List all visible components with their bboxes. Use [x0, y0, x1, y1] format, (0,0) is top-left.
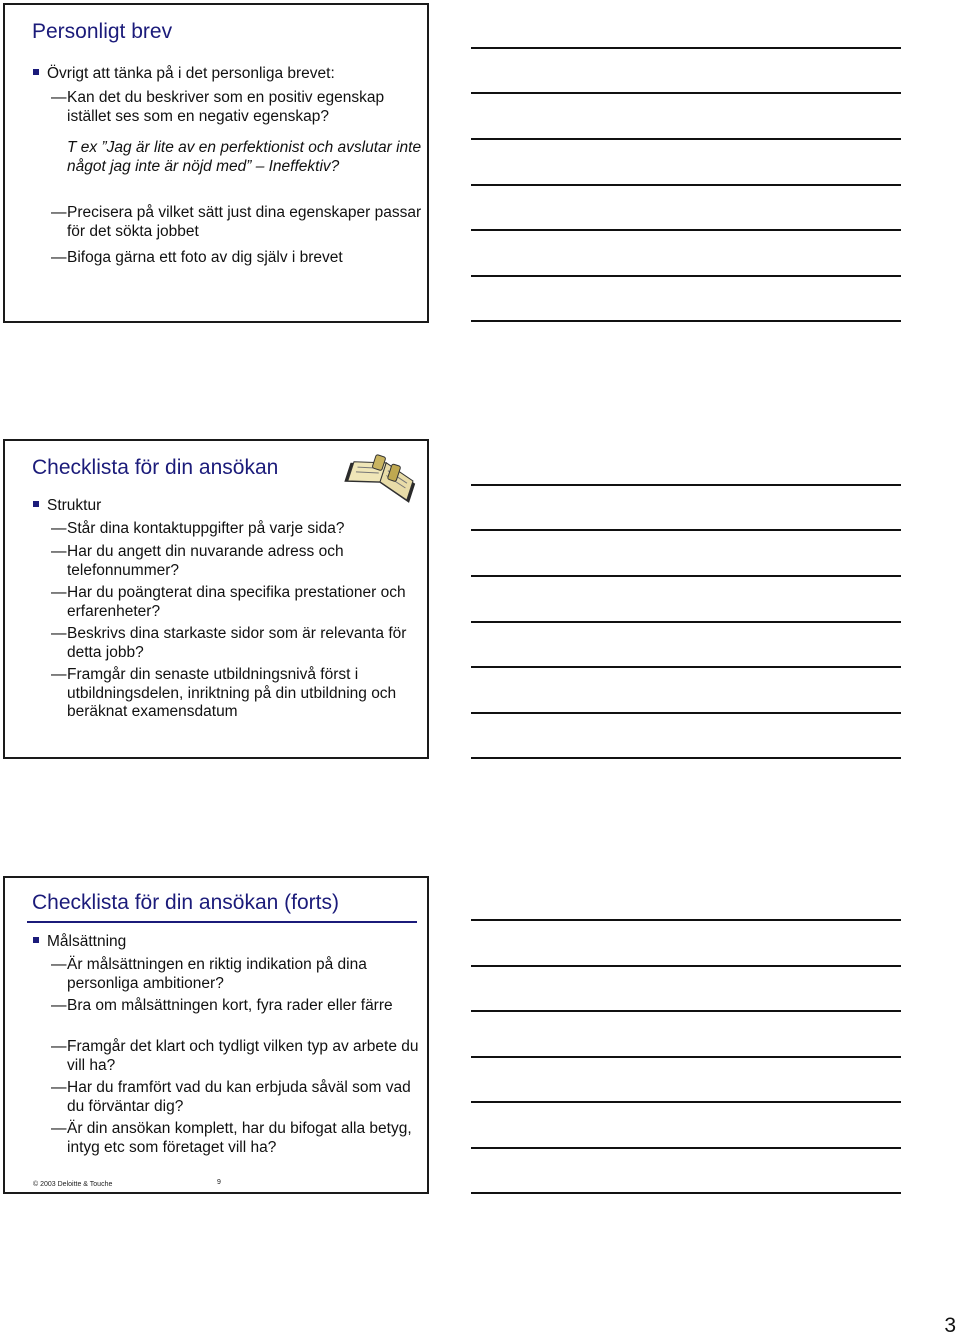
bullet-label: Övrigt att tänka på i det personliga brevet: — [47, 65, 335, 82]
bullet-label: Målsättning — [47, 933, 127, 950]
dash-icon: — — [51, 584, 67, 601]
slide-personligt-brev — [3, 3, 429, 323]
dash-icon: — — [51, 520, 67, 537]
sub-item: — Är målsättningen en riktig indikation på dina personliga ambitioner? — [51, 956, 367, 992]
note-line — [471, 1101, 901, 1103]
dash-icon: — — [51, 997, 67, 1014]
sub-item: — Kan det du beskriver som en positiv egenskap istället ses som en negativ egenskap? — [51, 89, 385, 125]
note-line — [471, 757, 901, 759]
dash-icon: — — [51, 666, 67, 683]
note-line — [471, 1056, 901, 1058]
title-underline — [27, 921, 417, 923]
square-bullet-icon — [33, 69, 39, 75]
note-line — [471, 92, 901, 94]
bullet-item — [33, 933, 126, 951]
bullet-label: Struktur — [47, 497, 102, 514]
dash-icon: — — [51, 625, 67, 642]
dash-icon: — — [51, 956, 67, 973]
note-line — [471, 275, 901, 277]
note-line — [471, 1147, 901, 1149]
dash-icon: — — [51, 1038, 67, 1055]
note-line — [471, 47, 901, 49]
note-line — [471, 965, 901, 967]
sub-item: — Beskrivs dina starkaste sidor som är relevanta för detta jobb? — [51, 625, 407, 661]
note-line — [471, 184, 901, 186]
sub-item-italic: T ex ”Jag är lite av en perfektionist och avslutar inte något jag inte är nöjd med” – Ineffektiv? — [67, 139, 422, 175]
sub-item: — Har du framfört vad du kan erbjuda såväl som vad du förväntar dig? — [51, 1079, 411, 1115]
sub-item: — Framgår din senaste utbildningsnivå först i utbildningsdelen, inriktning på din utbildning och beräknat examensdatum — [51, 666, 397, 720]
note-line — [471, 138, 901, 140]
bullet-item — [33, 497, 101, 515]
dash-icon: — — [51, 543, 67, 560]
slide-title: Personligt brev — [32, 20, 173, 43]
dash-icon: — — [51, 89, 67, 106]
note-line — [471, 229, 901, 231]
note-line — [471, 666, 901, 668]
note-line — [471, 919, 901, 921]
sub-item: — Precisera på vilket sätt just dina egenskaper passar för det sökta jobbet — [51, 204, 422, 240]
dash-icon: — — [51, 1120, 67, 1137]
note-line — [471, 529, 901, 531]
note-line — [471, 1010, 901, 1012]
slide-checklista — [3, 439, 429, 759]
note-line — [471, 484, 901, 486]
sub-item: — Står dina kontaktuppgifter på varje sida? — [51, 520, 345, 537]
bullet-item — [33, 65, 335, 83]
sub-item: — Är din ansökan komplett, har du bifogat alla betyg, intyg etc som företaget vill ha? — [51, 1120, 412, 1156]
sub-item: — Bifoga gärna ett foto av dig själv i brevet — [51, 249, 343, 266]
sub-item: — Framgår det klart och tydligt vilken typ av arbete du vill ha? — [51, 1038, 419, 1074]
square-bullet-icon — [33, 937, 39, 943]
note-line — [471, 712, 901, 714]
sub-item: — Har du poängterat dina specifika prestationer och erfarenheter? — [51, 584, 406, 620]
square-bullet-icon — [33, 501, 39, 507]
sub-item: — Har du angett din nuvarande adress och telefonnummer? — [51, 543, 344, 579]
slide-title: Checklista för din ansökan — [32, 456, 279, 479]
book-icon — [341, 449, 421, 509]
slide-checklista-forts — [3, 876, 429, 1194]
note-line — [471, 320, 901, 322]
dash-icon: — — [51, 1079, 67, 1096]
slide-title: Checklista för din ansökan (forts) — [32, 891, 339, 914]
sub-item: — Bra om målsättningen kort, fyra rader eller färre — [51, 997, 393, 1014]
copyright-footer: © 2003 Deloitte & Touche — [33, 1181, 113, 1188]
note-line — [471, 1192, 901, 1194]
dash-icon: — — [51, 249, 67, 266]
dash-icon: — — [51, 204, 67, 221]
page-number: 3 — [944, 1314, 956, 1337]
note-line — [471, 621, 901, 623]
note-line — [471, 575, 901, 577]
slide-number: 9 — [217, 1179, 221, 1186]
